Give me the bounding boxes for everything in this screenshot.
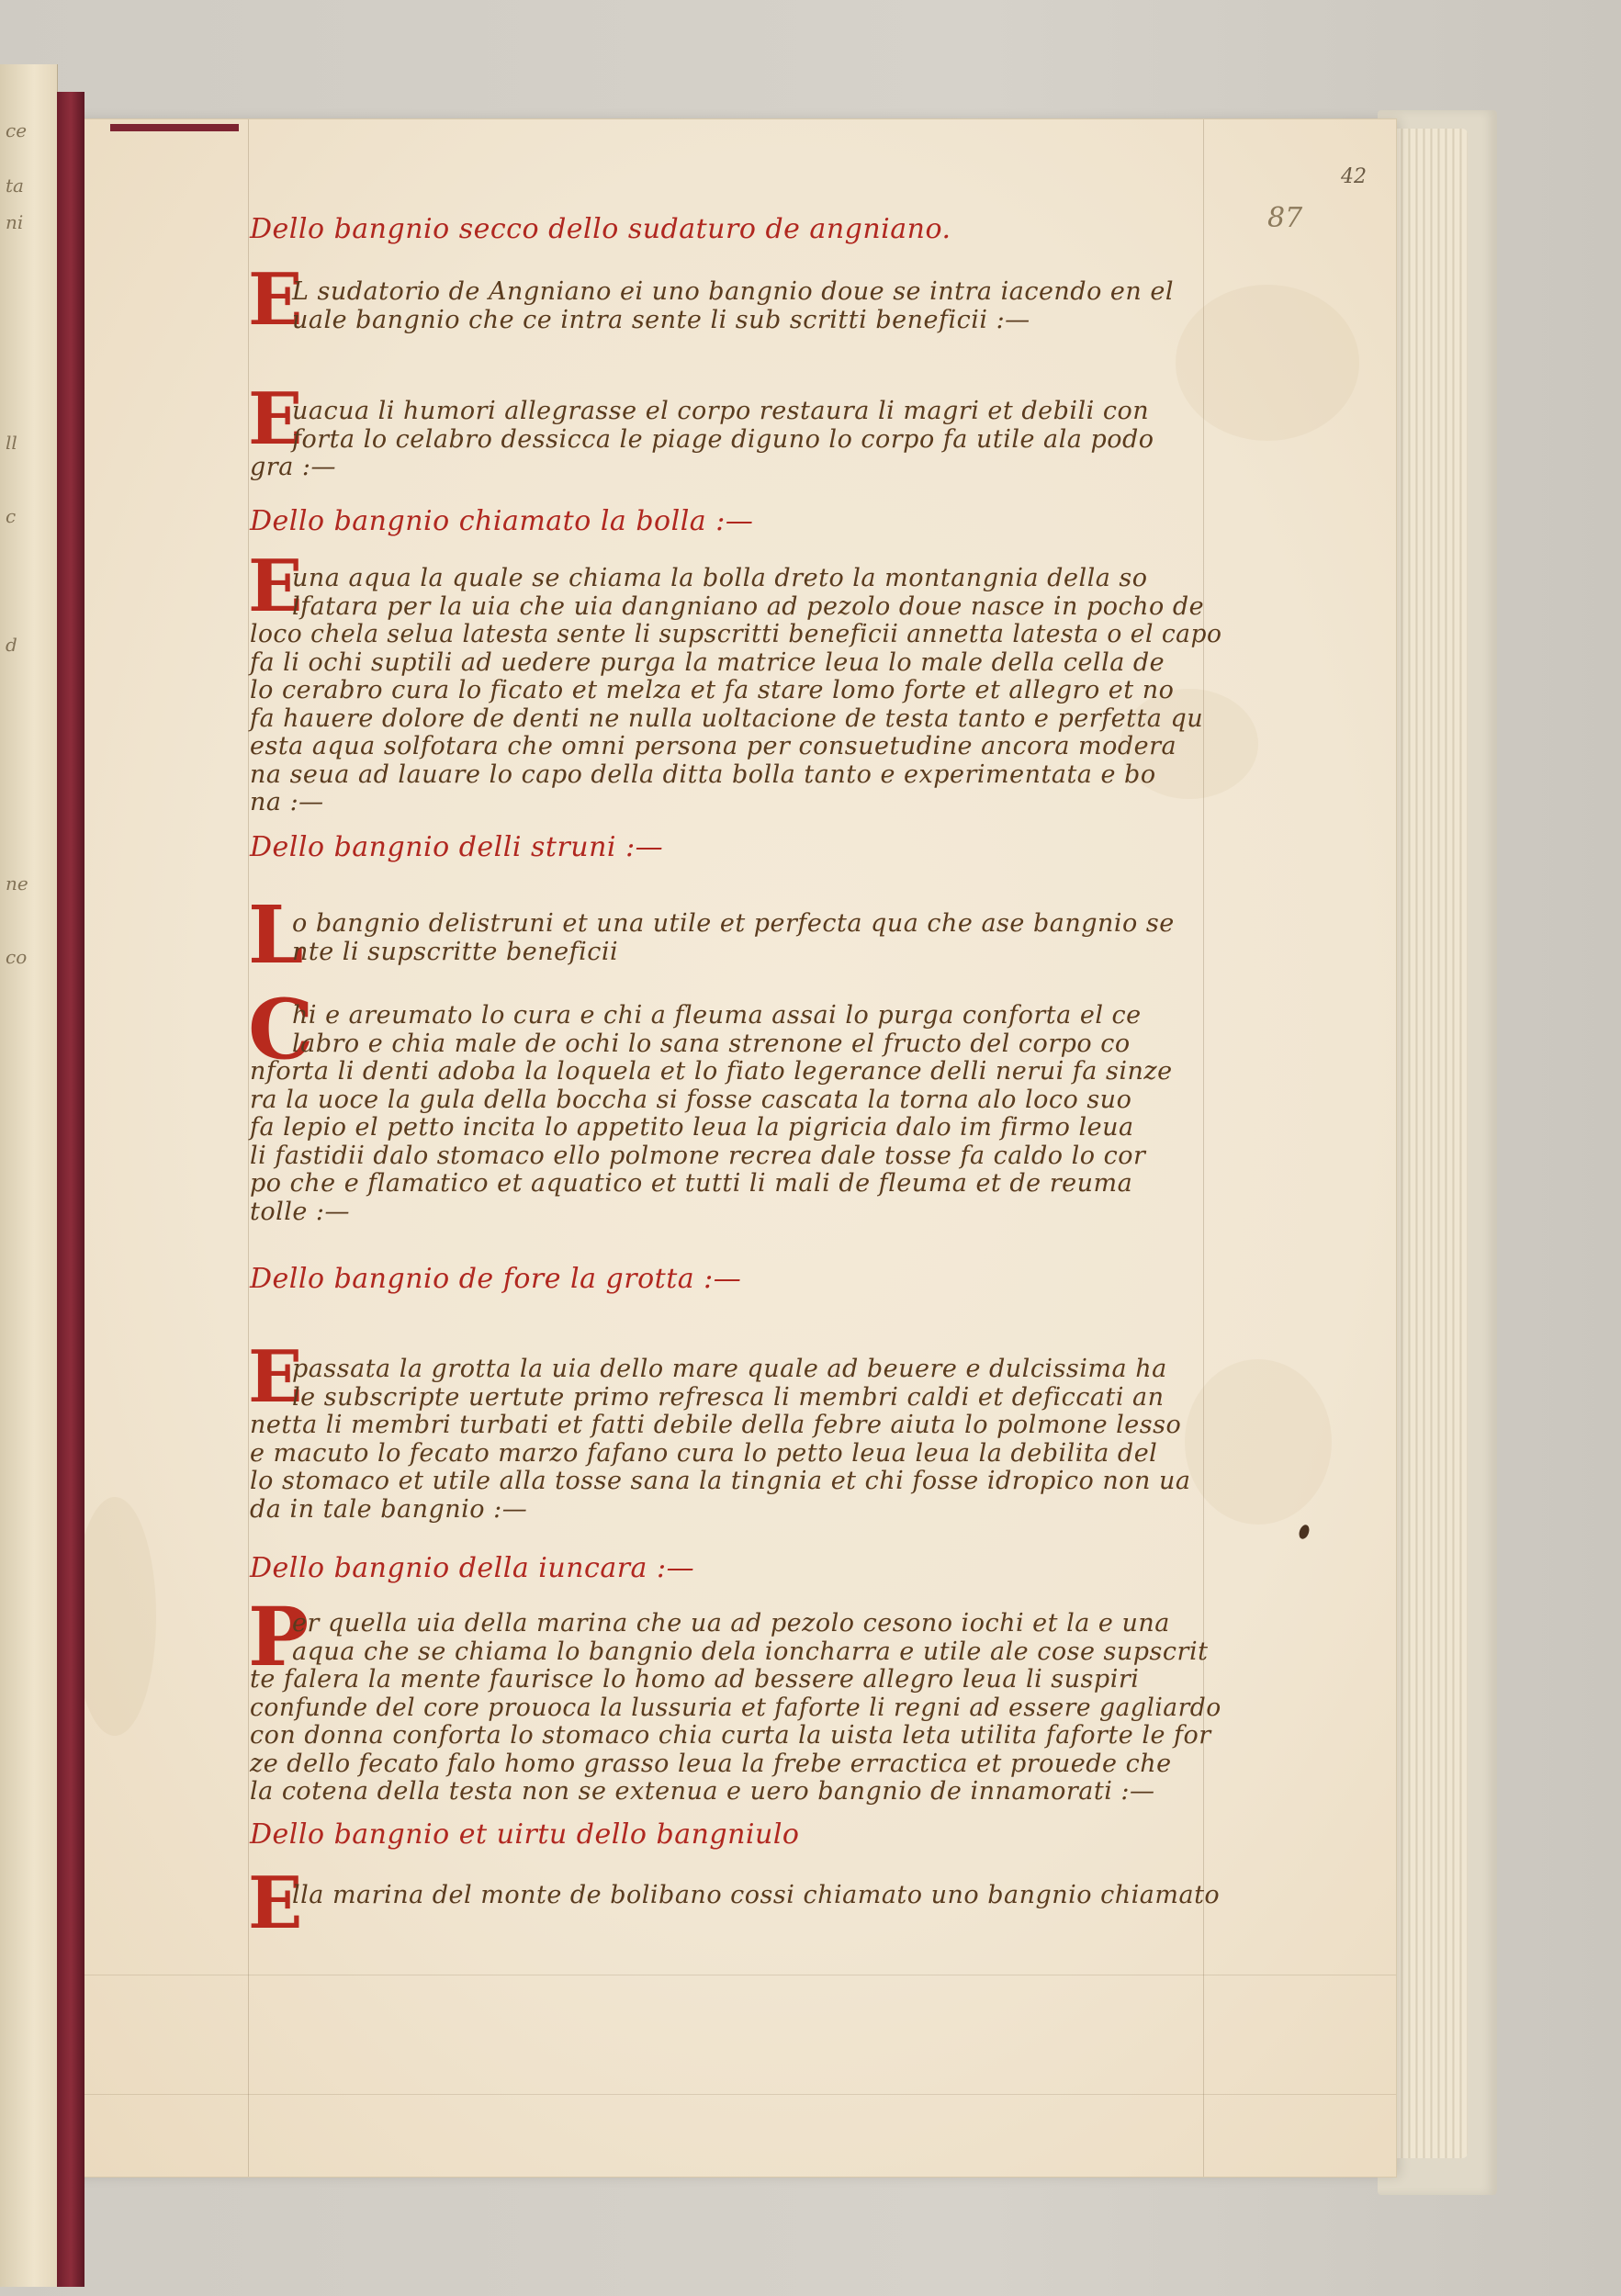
text-line: fa hauere dolore de denti ne nulla uoltacione de testa tanto e perfetta qu <box>250 703 1204 733</box>
text-line: lo cerabro cura lo ficato et melza et fa stare lomo forte et allegro et no <box>250 676 1175 704</box>
section-heading: Dello bangnio chiamato la bolla :— <box>250 505 754 537</box>
text-line: con donna conforta lo stomaco chia curta la uista leta utilita faforte le for <box>250 1721 1211 1750</box>
text-line: te falera la mente faurisce lo homo ad bessere allegro leua li suspiri <box>250 1665 1140 1694</box>
text-line: nforta li denti adoba la loquela et lo fiato legerance delli nerui fa sinze <box>250 1057 1173 1086</box>
ruling-line <box>37 2094 1396 2095</box>
text-line: una aqua la quale se chiama la bolla dreto la montangnia della so <box>292 564 1148 592</box>
text-line: er quella uia della marina che ua ad pezolo cesono iochi et la e una <box>292 1609 1170 1638</box>
initial-letter: E <box>248 258 303 342</box>
ink-spot <box>1298 1524 1311 1540</box>
text-line: esta aqua solfotara che omni persona per consuetudine ancora modera <box>250 732 1177 760</box>
binding-strip <box>57 92 84 2287</box>
text-line: fa li ochi suptili ad uedere purga la matrice leua lo male della cella de <box>250 647 1165 677</box>
text-line: e macuto lo fecato marzo fafano cura lo petto leua leua la debilita del <box>250 1438 1158 1468</box>
section-heading: Dello bangnio de fore la grotta :— <box>250 1263 742 1295</box>
ruling-line <box>1203 119 1204 2177</box>
text-line: labro e chia male de ochi lo sana strenone el fructo del corpo co <box>292 1029 1131 1058</box>
text-line: lla marina del monte de bolibano cossi chiamato uno bangnio chiamato <box>292 1881 1221 1909</box>
text-line: loco chela selua latesta sente li supscritti beneficii annetta latesta o el capo <box>250 620 1222 648</box>
text-line: o bangnio delistruni et una utile et perfecta qua che ase bangnio se <box>292 909 1175 938</box>
section-heading: Dello bangnio delli struni :— <box>250 831 664 863</box>
initial-letter: L <box>248 889 304 982</box>
text-line: na :— <box>250 788 324 816</box>
section-heading: Dello bangnio secco dello sudaturo de angniano. <box>250 213 951 245</box>
text-line: le subscripte uertute primo refresca li membri caldi et deficcati an <box>292 1382 1165 1412</box>
text-line: uale bangnio che ce intra sente li sub scritti beneficii :— <box>292 305 1030 334</box>
text-line: li fastidii dalo stomaco ello polmone recrea dale tosse fa caldo lo cor <box>250 1141 1146 1170</box>
text-line: da in tale bangnio :— <box>250 1494 528 1524</box>
folio-number: 42 <box>1341 165 1367 188</box>
text-line: netta li membri turbati et fatti debile della febre aiuta lo polmone lesso <box>250 1411 1182 1439</box>
text-line: uacua li humori allegrasse el corpo restaura li magri et debili con <box>292 397 1150 425</box>
text-line: hi e areumato lo cura e chi a fleuma assai lo purga conforta el ce <box>292 1001 1142 1030</box>
text-line: lfatara per la uia che uia dangniano ad pezolo doue nasce in pocho de <box>292 591 1205 621</box>
stain <box>1185 1359 1332 1525</box>
text-line: passata la grotta la uia dello mare quale ad beuere e dulcissima ha <box>292 1355 1167 1383</box>
text-line: ze dello fecato falo homo grasso leua la frebe erractica et prouede che <box>250 1749 1172 1778</box>
initial-letter: P <box>248 1589 310 1684</box>
text-line: ra la uoce la gula della boccha si fosse cascata la torna alo loco suo <box>250 1085 1132 1114</box>
text-line: confunde del core prouoca la lussuria et faforte li regni ad essere gagliardo <box>250 1693 1221 1722</box>
text-line: na seua ad lauare lo capo della ditta bolla tanto e experimentata e bo <box>250 760 1156 789</box>
text-line: gra :— <box>250 453 336 481</box>
folio-number-old: 87 <box>1267 202 1303 234</box>
initial-letter: E <box>248 545 303 628</box>
text-line: fa lepio el petto incita lo appetito leua la pigricia dalo im firmo leua <box>250 1113 1134 1142</box>
text-line: L sudatorio de Angniano ei uno bangnio doue se intra iacendo en el <box>292 277 1174 306</box>
initial-letter: E <box>248 377 303 461</box>
initial-letter: E <box>248 1335 303 1419</box>
text-line: nte li supscritte beneficii <box>292 937 619 966</box>
text-line: aqua che se chiama lo bangnio dela ioncharra e utile ale cose supscrit <box>292 1637 1209 1666</box>
stain <box>73 1497 156 1736</box>
binding-edge <box>110 124 239 131</box>
text-line: forta lo celabro dessicca le piage diguno lo corpo fa utile ala podo <box>292 424 1154 454</box>
initial-letter: E <box>248 1862 303 1945</box>
text-line: la cotena della testa non se extenua e uero bangnio de innamorati :— <box>250 1777 1155 1806</box>
text-line: po che e flamatico et aquatico et tutti li mali de fleuma et de reuma <box>250 1169 1133 1198</box>
section-heading: Dello bangnio et uirtu dello bangniulo <box>250 1818 800 1851</box>
section-heading: Dello bangnio della iuncara :— <box>250 1552 695 1584</box>
text-line: tolle :— <box>250 1197 351 1226</box>
initial-letter: C <box>248 981 314 1078</box>
text-line: lo stomaco et utile alla tosse sana la tingnia et chi fosse idropico non ua <box>250 1467 1191 1495</box>
facing-page: ce ta ni ll c d ne co <box>0 64 58 2287</box>
